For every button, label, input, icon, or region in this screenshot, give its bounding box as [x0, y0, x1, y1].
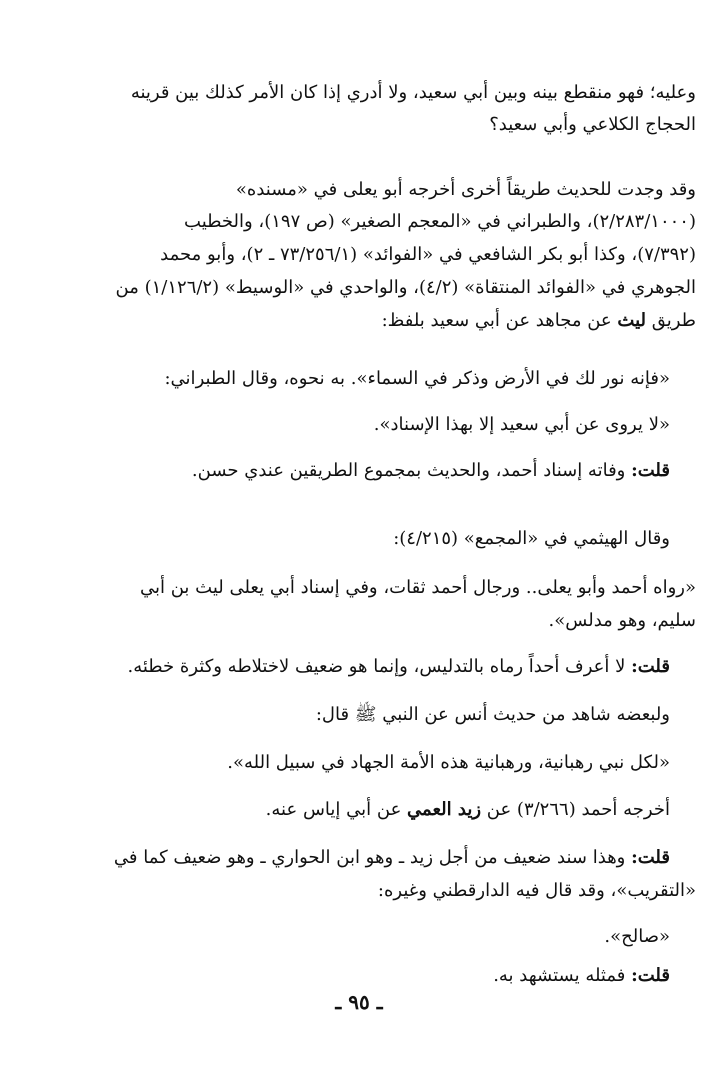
remark-text: وهذا سند ضعيف من أجل زيد ـ وهو ابن الحواري ـ وهو ضعيف كما في [113, 847, 626, 868]
remark-text: وفاته إسناد أحمد، والحديث بمجموع الطريقين عندي حسن. [191, 460, 626, 481]
text-run: عن مجاهد عن أبي سعيد بلفظ: [381, 310, 618, 331]
paragraph-2-line-2: (٢/٢٨٣/١٠٠٠)، والطبراني في «المعجم الصغير» (ص ١٩٧)، والخطيب [184, 211, 696, 232]
paragraph-2-line-3: (٧/٣٩٢)، وكذا أبو بكر الشافعي في «الفوائد» (٧٣/٢٥٦/١ ـ ٢)، وأبو محمد [160, 244, 696, 265]
remark-label: قلت: [631, 656, 670, 677]
quote-line: «لا يروى عن أبي سعيد إلا بهذا الإسناد». [373, 414, 670, 435]
remark-text: لا أعرف أحداً رماه بالتدليس، وإنما هو ضعيف لاختلاطه وكثرة خطئه. [127, 656, 626, 677]
riwaya-line-2: سليم، وهو مدلس». [548, 610, 696, 631]
paragraph-2-line-5 [382, 306, 696, 336]
paragraph-2-line-1: وقد وجدت للحديث طريقاً أخرى أخرجه أبو يعلى في «مسنده» [235, 179, 696, 200]
riwaya-line-1: «رواه أحمد وأبو يعلى.. ورجال أحمد ثقات، وفي إسناد أبي يعلى ليث بن أبي [139, 577, 696, 598]
remark-line-2: «التقريب»، وقد قال فيه الدارقطني وغيره: [377, 880, 696, 901]
takhrij-line [266, 795, 670, 825]
paragraph-1-line-2: الحجاج الكلاعي وأبي سعيد؟ [489, 114, 696, 135]
text-run: عن أبي إياس عنه. [265, 799, 408, 820]
text-run: طريق [645, 310, 696, 331]
text-run: أخرجه أحمد (٣/٢٦٦) عن [481, 799, 670, 820]
hadith-line: «لكل نبي رهبانية، ورهبانية هذه الأمة الجهاد في سبيل الله». [227, 752, 670, 773]
remark-label: قلت: [631, 460, 670, 481]
quote-line: «فإنه نور لك في الأرض وذكر في السماء». به نحوه، وقال الطبراني: [164, 368, 670, 389]
remark-line [127, 652, 670, 682]
paragraph-2-line-4: الجوهري في «الفوائد المنتقاة» (٤/٢)، والواحدي في «الوسيط» (١/١٢٦/٢) من [115, 277, 696, 298]
remark-line [192, 456, 670, 486]
paragraph-1-line-1: وعليه؛ فهو منقطع بينه وبين أبي سعيد، ولا أدري إذا كان الأمر كذلك بين قرينه [130, 82, 696, 103]
narrator-name: زيد العمي [407, 799, 482, 820]
shahid-line: ولبعضه شاهد من حديث أنس عن النبي ﷺ قال: [315, 704, 670, 725]
remark-line [493, 961, 670, 991]
haythami-line: وقال الهيثمي في «المجمع» (٤/٢١٥): [393, 528, 670, 549]
salih-line: «صالح». [604, 926, 670, 947]
remark-label: قلت: [631, 847, 670, 868]
narrator-name: ليث [617, 310, 646, 331]
page-number: ـ ٩٥ ـ [335, 990, 383, 1014]
remark-line [114, 843, 670, 873]
remark-text: فمثله يستشهد به. [493, 965, 626, 986]
remark-label: قلت: [631, 965, 670, 986]
